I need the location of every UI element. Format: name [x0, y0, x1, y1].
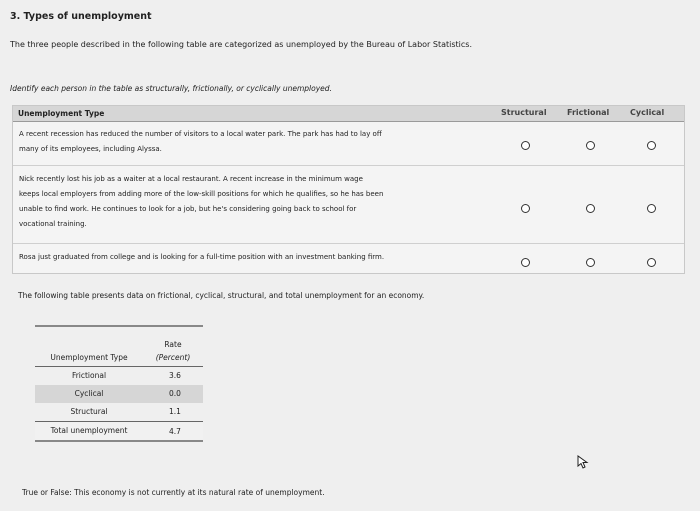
rate-name: Total unemployment [50, 426, 128, 435]
rates-row-total [35, 421, 203, 442]
row-line: vocational training. [19, 220, 87, 228]
row-line: A recent recession has reduced the number of visitors to a local water park. The park has had to lay off [19, 130, 382, 138]
row-description [19, 172, 494, 232]
rates-row-structural [35, 403, 203, 421]
rate-value: 1.1 [169, 407, 181, 416]
rate-name: Cyclical [74, 389, 104, 398]
classification-table [12, 105, 685, 274]
row-line: unable to find work. He continues to look for a job, but he's considering going back to school for [19, 205, 357, 213]
row-description [19, 250, 494, 265]
row-line: Rosa just graduated from college and is looking for a full-time position with an investment banking firm. [19, 253, 385, 261]
rates-table-top-rule [35, 325, 203, 327]
radio-rosa-frictional[interactable] [586, 258, 595, 267]
question-intro: The three people described in the following table are categorized as unemployed by the Bureau of Labor Statistics. [10, 40, 472, 49]
row-line: Nick recently lost his job as a waiter at a local restaurant. A recent increase in the minimum wage [19, 175, 363, 183]
row-line: keeps local employers from adding more of the low-skill positions for which he qualifies, so he has been [19, 190, 384, 198]
radio-rosa-structural[interactable] [521, 258, 530, 267]
rates-row-cyclical [35, 385, 203, 403]
radio-rosa-cyclical[interactable] [647, 258, 656, 267]
classification-header [13, 106, 684, 122]
column-structural: Structural [501, 108, 547, 117]
header-percent: (Percent) [155, 353, 191, 362]
table-row-rosa [13, 244, 684, 272]
radio-alyssa-frictional[interactable] [586, 141, 595, 150]
column-cyclical: Cyclical [630, 108, 665, 117]
rate-name: Frictional [71, 371, 107, 380]
row-description [19, 127, 494, 157]
row-line: many of its employees, including Alyssa. [19, 145, 162, 153]
radio-alyssa-cyclical[interactable] [647, 141, 656, 150]
radio-nick-frictional[interactable] [586, 204, 595, 213]
rate-value: 4.7 [169, 427, 181, 436]
rates-row-frictional [35, 367, 203, 385]
rate-value: 3.6 [169, 371, 181, 380]
question-instruction: Identify each person in the table as structurally, frictionally, or cyclically unemployed. [10, 84, 332, 93]
radio-alyssa-structural[interactable] [521, 141, 530, 150]
header-unemployment-type: Unemployment Type [18, 109, 105, 118]
header-rate: Rate [164, 340, 182, 349]
column-frictional: Frictional [567, 108, 610, 117]
rate-value: 0.0 [169, 389, 181, 398]
true-false-question: True or False: This economy is not currently at its natural rate of unemployment. [22, 488, 325, 497]
table-row-alyssa [13, 122, 684, 166]
radio-nick-cyclical[interactable] [647, 204, 656, 213]
table-row-nick [13, 166, 684, 244]
mouse-cursor-icon [577, 455, 589, 469]
radio-nick-structural[interactable] [521, 204, 530, 213]
rates-intro: The following table presents data on frictional, cyclical, structural, and total unemployment for an economy. [18, 291, 425, 300]
header-unemployment-type: Unemployment Type [50, 353, 128, 362]
rate-name: Structural [70, 407, 108, 416]
question-title: 3. Types of unemployment [10, 11, 152, 22]
